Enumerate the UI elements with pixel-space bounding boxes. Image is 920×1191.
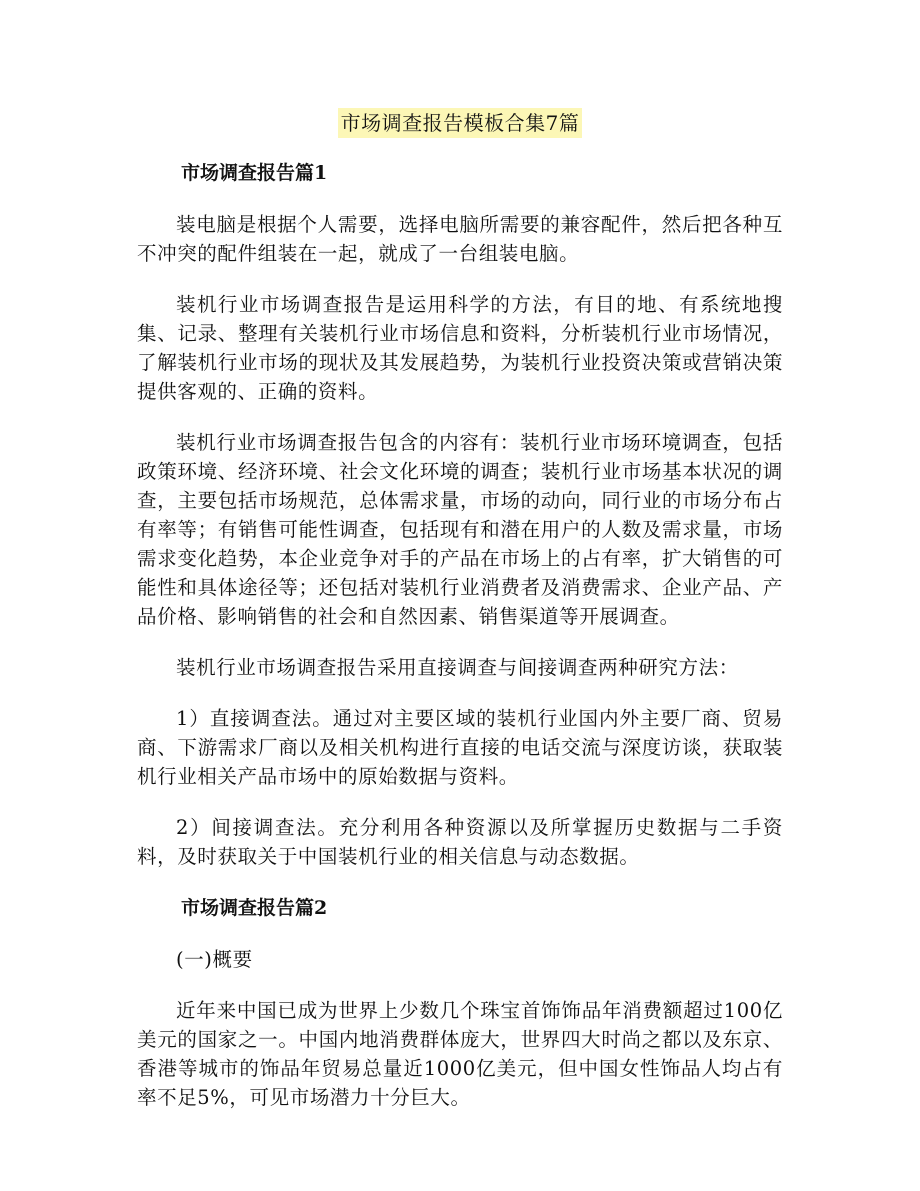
section-1-paragraph-3: 装机行业市场调查报告包含的内容有：装机行业市场环境调查，包括政策环境、经济环境、社会文化环境的调查；装机行业市场基本状况的调查，主要包括市场规范，总体需求量，市场的动向，同行业的市场分布占有率等；有销售可能性调查，包括现有和潜在用户的人数及需求量，市场需求变化趋势，本企业竞争对手的产品在市场上的占有率，扩大销售的可能性和具体途径等；还包括对装机行业消费者及消费需求、企业产品、产品价格、影响销售的社会和自然因素、销售渠道等开展调查。 [137,431,783,628]
section-1-paragraph-6: 2）间接调查法。充分利用各种资源以及所掌握历史数据与二手资料，及时获取关于中国装机行业的相关信息与动态数据。 [137,816,783,868]
section-2-heading: 市场调查报告篇2 [181,897,328,919]
document-body [137,158,783,1134]
section-2-subheading: (一)概要 [176,948,253,971]
section-1-paragraph-2: 装机行业市场调查报告是运用科学的方法，有目的地、有系统地搜集、记录、整理有关装机行业市场信息和资料，分析装机行业市场情况，了解装机行业市场的现状及其发展趋势，为装机行业投资决策或营销决策提供客观的、正确的资料。 [137,293,783,403]
section-1-paragraph-5: 1）直接调查法。通过对主要区域的装机行业国内外主要厂商、贸易商、下游需求厂商以及相关机构进行直接的电话交流与深度访谈，获取装机行业相关产品市场中的原始数据与资料。 [137,707,783,788]
section-1-paragraph-1: 装电脑是根据个人需要，选择电脑所需要的兼容配件，然后把各种互不冲突的配件组装在一起，就成了一台组装电脑。 [137,213,783,265]
document-title: 市场调查报告模板合集7篇 [338,108,583,138]
section-1-heading: 市场调查报告篇1 [181,162,328,184]
title-container [0,108,920,138]
section-2-paragraph-1: 近年来中国已成为世界上少数几个珠宝首饰饰品年消费额超过100亿美元的国家之一。中国内地消费群体庞大，世界四大时尚之都以及东京、香港等城市的饰品年贸易总量近1000亿美元，但中国女性饰品人均占有率不足5%，可见市场潜力十分巨大。 [137,999,783,1109]
section-1-paragraph-4: 装机行业市场调查报告采用直接调查与间接调查两种研究方法： [176,656,739,679]
